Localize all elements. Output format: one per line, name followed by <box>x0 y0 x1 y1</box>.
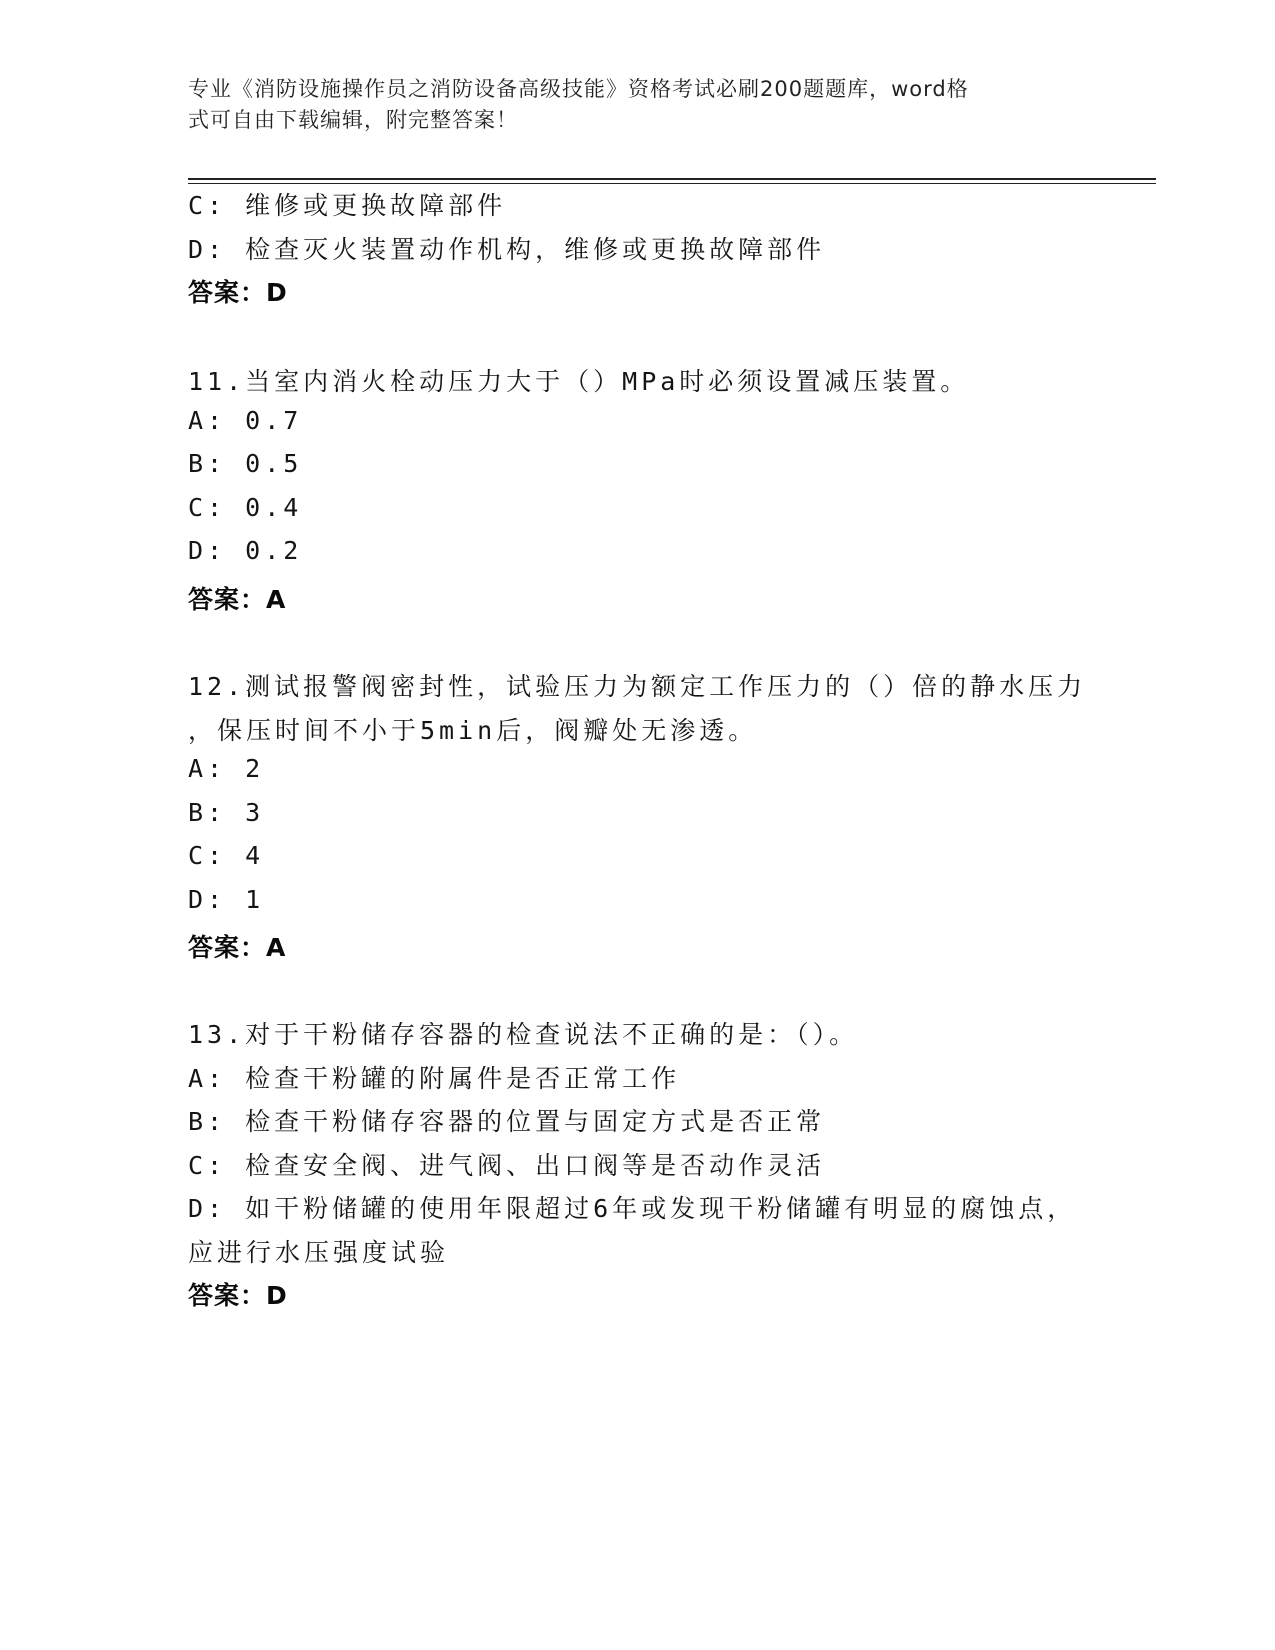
q13-option-d-line-2: 应进行水压强度试验 <box>188 1238 450 1267</box>
q13-answer: 答案：D <box>188 1281 288 1310</box>
prev-answer: 答案：D <box>188 278 288 307</box>
header-rule-thin <box>188 183 1156 184</box>
q12-stem-line-2: ，保压时间不小于5min后，阀瓣处无渗透。 <box>188 716 758 745</box>
q13-option-d-line-1: D: 如干粉储罐的使用年限超过6年或发现干粉储罐有明显的腐蚀点， <box>188 1194 1077 1223</box>
q12-option-a: A: 2 <box>188 754 265 783</box>
q11-answer: 答案：A <box>188 585 287 614</box>
q11-option-a: A: 0.7 <box>188 406 303 435</box>
q13-stem: 13.对于干粉储存容器的检查说法不正确的是：（）。 <box>188 1020 859 1049</box>
q11-option-d: D: 0.2 <box>188 536 303 565</box>
header-line-1: 专业《消防设施操作员之消防设备高级技能》资格考试必刷200题题库，word格 <box>188 77 969 101</box>
q12-option-b: B: 3 <box>188 798 265 827</box>
q11-option-c: C: 0.4 <box>188 493 303 522</box>
q13-option-c: C: 检查安全阀、进气阀、出口阀等是否动作灵活 <box>188 1151 826 1180</box>
q13-option-a: A: 检查干粉罐的附属件是否正常工作 <box>188 1064 681 1093</box>
q12-answer: 答案：A <box>188 933 287 962</box>
q12-option-c: C: 4 <box>188 841 265 870</box>
q13-option-b: B: 检查干粉储存容器的位置与固定方式是否正常 <box>188 1107 826 1136</box>
q12-stem-line-1: 12.测试报警阀密封性，试验压力为额定工作压力的（）倍的静水压力 <box>188 672 1087 701</box>
q11-stem: 11.当室内消火栓动压力大于（）MPa时必须设置减压装置。 <box>188 367 970 396</box>
q11-option-b: B: 0.5 <box>188 449 303 478</box>
header-line-2: 式可自由下载编辑，附完整答案！ <box>188 108 518 132</box>
header-rule-thick <box>188 178 1156 180</box>
prev-option-c: C: 维修或更换故障部件 <box>188 191 507 220</box>
prev-option-d: D: 检查灭火装置动作机构，维修或更换故障部件 <box>188 235 826 264</box>
q12-option-d: D: 1 <box>188 885 265 914</box>
document-header <box>188 74 1068 136</box>
